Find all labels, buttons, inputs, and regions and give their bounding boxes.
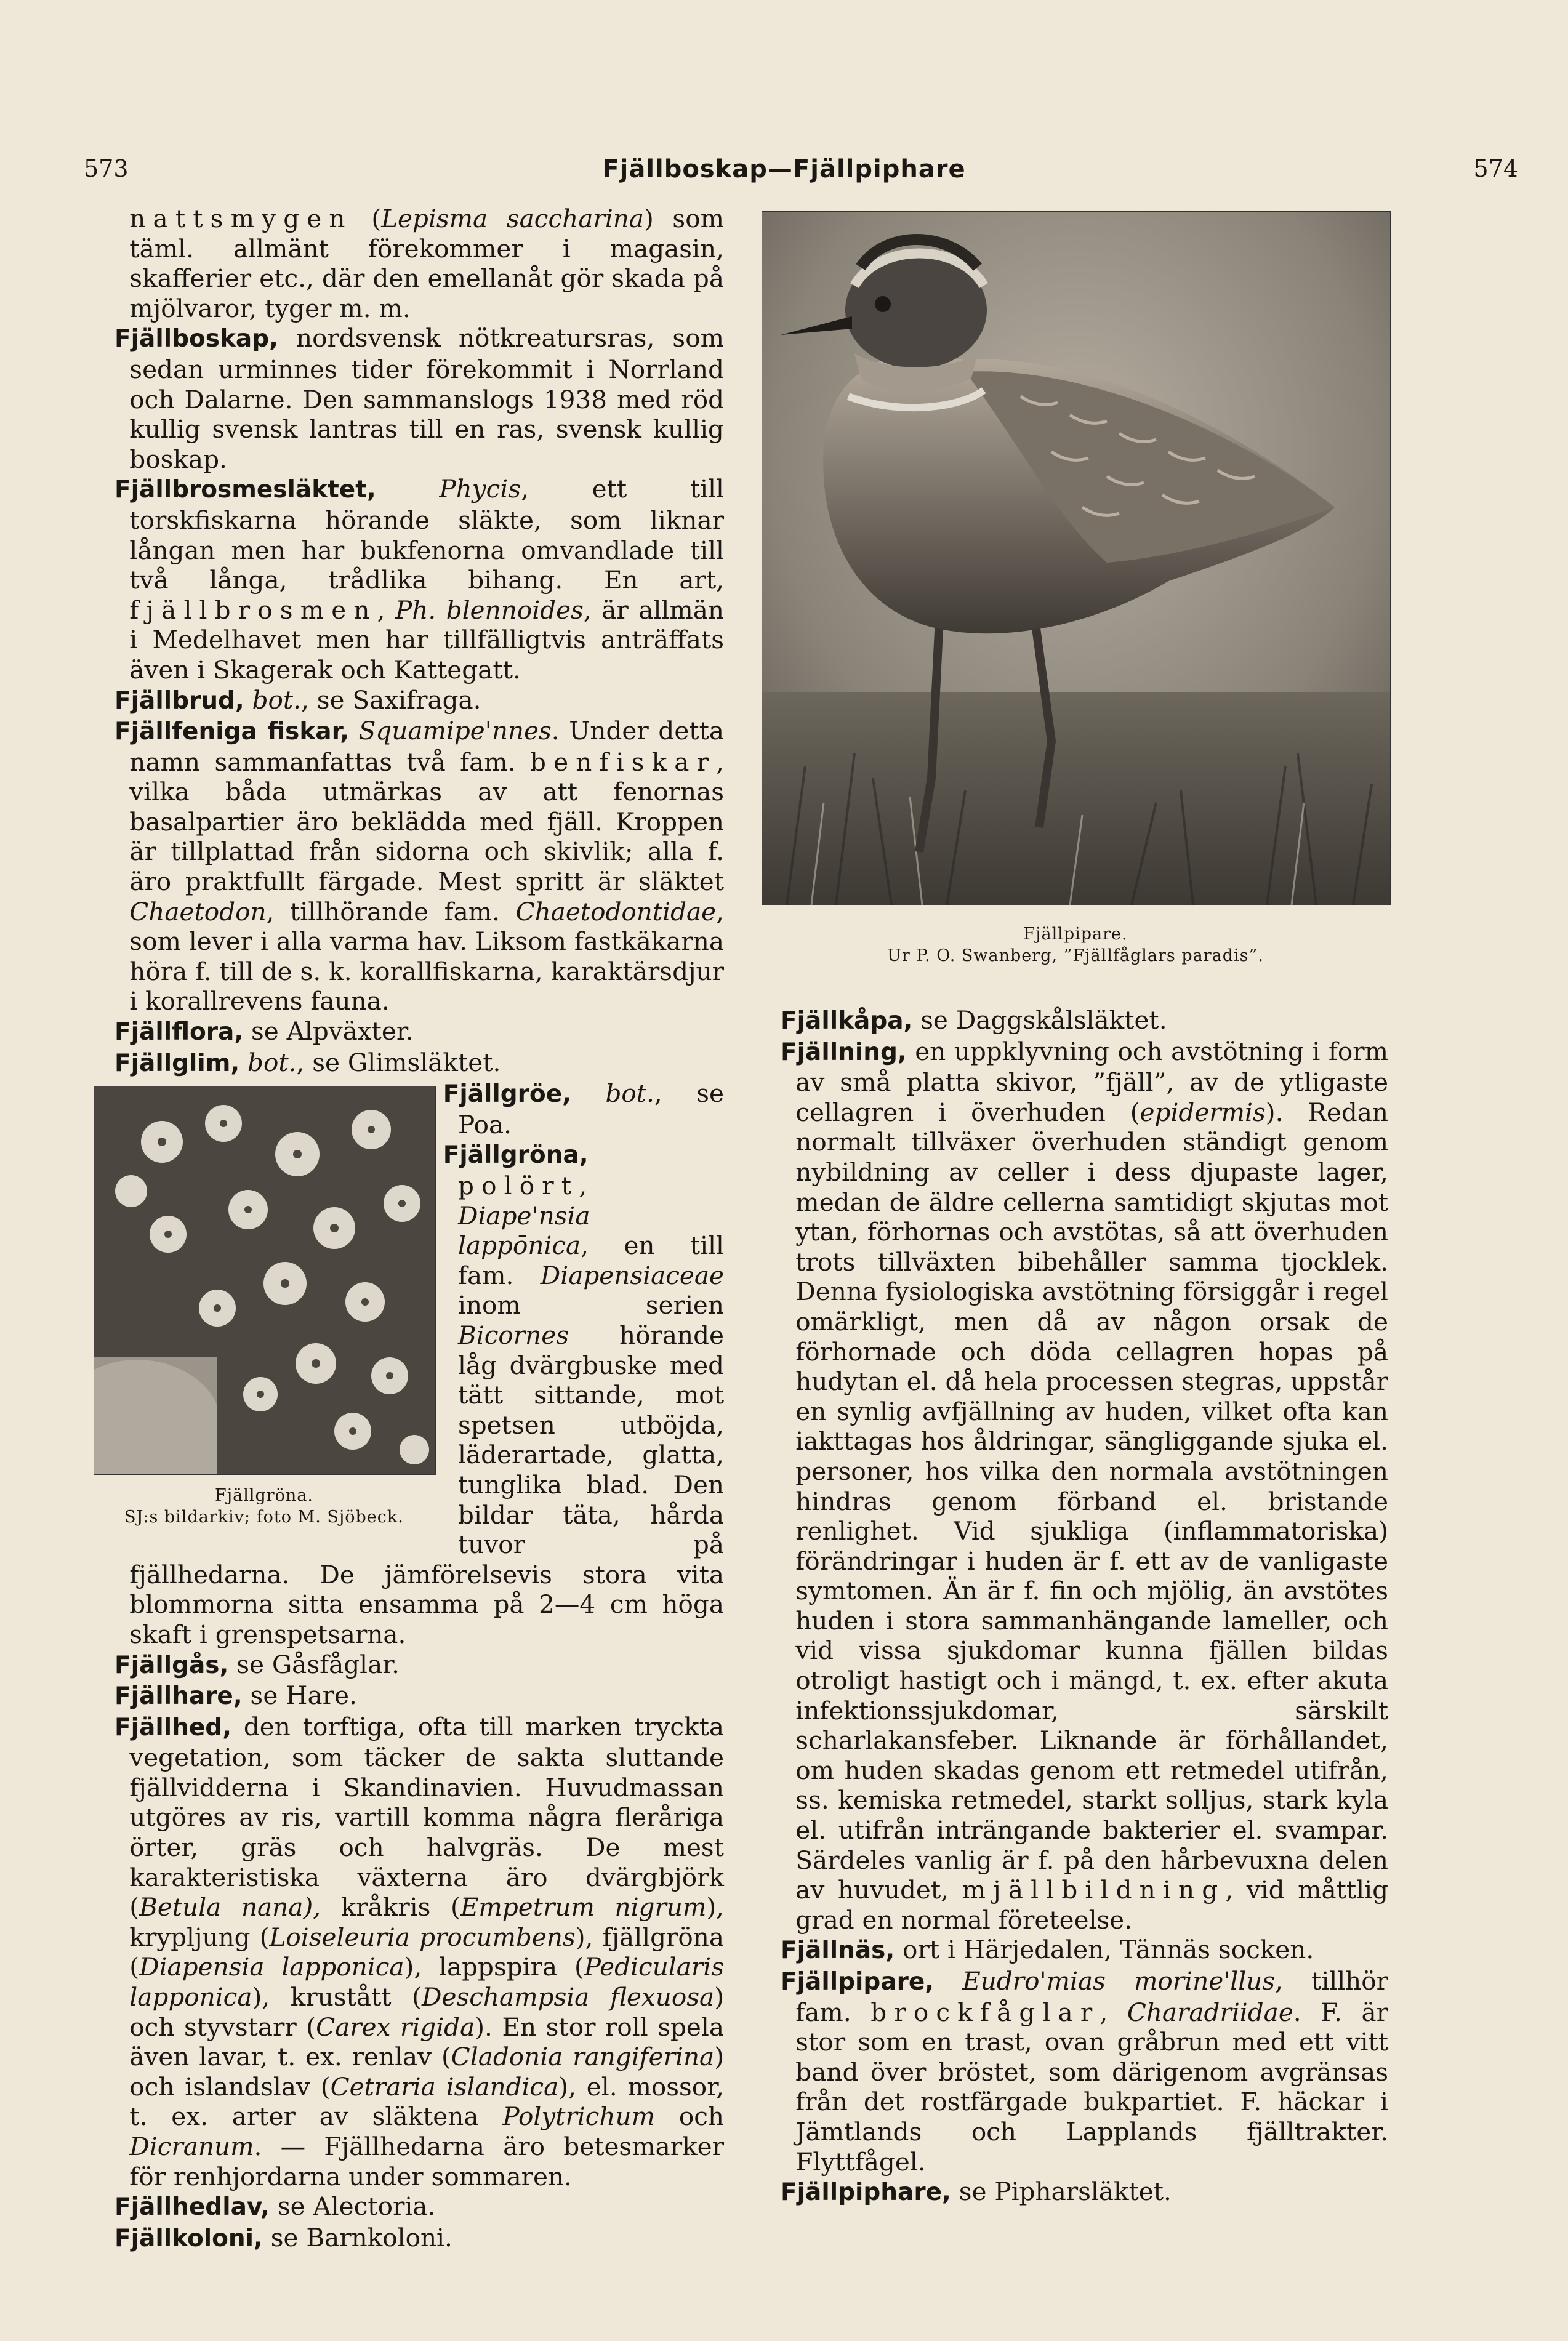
- entry-fjallbrosmeslaktet: Fjällbrosmesläktet, Phycis, ett till torskfiskarna hörande släkte, som liknar långan men har bukfenorna omvandlade till två långa, trådlika bihang. En art, fjällbrosmen, Ph. blennoides, är allmän i Medelhavet men har tillfälligtvis anträffats även i Skagerak och Kattegatt.: [115, 474, 725, 685]
- right-column: [781, 1005, 1388, 2208]
- flower-caption: [94, 1485, 435, 1528]
- entry-fjallboskap: Fjällboskap, nordsvensk nötkreatursras, som sedan urminnes tider förekommit i Norrland och Dalarne. Den sammanslogs 1938 med röd kullig svensk lantras till en ras, svensk kullig boskap.: [115, 323, 724, 474]
- entry-fjallglim: Fjällglim, bot., se Glimsläktet.: [115, 1047, 501, 1077]
- entry-fjallbrud: Fjällbrud, bot., se Saxifraga.: [115, 685, 481, 715]
- bird-caption: [762, 923, 1389, 966]
- entry-fjallflora: Fjällflora, se Alpväxter.: [115, 1016, 414, 1046]
- flower-caption-credit: SJ:s bildarkiv; foto M. Sjöbeck.: [124, 1508, 404, 1527]
- entry-fjallkoloni: Fjällkoloni, se Barnkoloni.: [115, 2222, 452, 2252]
- flower-figure: [94, 1078, 435, 1532]
- entry-fjallgas: Fjällgås, se Gåsfåglar.: [115, 1649, 400, 1679]
- flower-photo: [94, 1086, 436, 1475]
- entry-fjallpipare: Fjällpipare, Eudro'mias morine'llus, tillhör fam. brockfåglar, Charadriidae. F. är stor som en trast, ovan gråbrun med ett vitt band över bröstet, som därigenom avgränsas från det rostfärgade bukpartiet. F. häckar i Jämtlands och Lapplands fjälltrakter. Flyttfågel.: [781, 1966, 1389, 2177]
- entry-fjallkapa: Fjällkåpa, se Daggskålsläktet.: [781, 1005, 1167, 1035]
- running-header: Fjällboskap—Fjällpiphare: [602, 155, 966, 183]
- entry-fjallning: Fjällning, en uppklyvning och avstötning i form av små platta skivor, ”fjäll”, av de ytligaste cellagren i överhuden (epidermis). Redan normalt tillväxer överhuden ständigt genom nybildning av celler i dess djupaste lager, medan de äldre cellerna samtidigt skjutas mot ytan, förhornas och avstötas, så att överhuden trots tillväxten bibehåller samma tjocklek. Denna fysiologiska avstötning försiggår i regel omärkligt, men då av någon orsak de förhornade och döda cellagren hopas på hudytan el. då hela processen stegras, uppstår en synlig avfjällning av huden, vilket ofta kan iakttagas hos åldringar, sängliggande sjuka el. personer, hos vilka den normala avstötningen hindras genom förband el. bristande renlighet. Vid sjukliga (inflammatoriska) förändringar i huden är f. ett av de vanligaste symtomen. Än är f. fin och mjölig, än avstötes huden i stora sammanhängande lameller, och vid vissa sjukdomar kunna fjällen bildas otroligt hastigt och i mängd, t. ex. efter akuta infektionssjukdomar, särskilt scharlakansfeber. Liknande är förhållandet, om huden skadas genom ett retmedel utifrån, ss. kemiska retmedel, starkt solljus, stark kyla el. utifrån inträngande bakterier el. svampar. Särdeles vanlig är f. på den hårbevuxna delen av huvudet, mjällbildning, vid måttlig grad en normal företeelse.: [781, 1036, 1389, 1935]
- entry-fjallgrona: Fjällgröna, polört, Diape'nsia lappōnica, en till fam. Diapensiaceae inom serien Bicornes hörande låg dvärgbuske med tätt sittande, mot spetsen utböjda, läderartade, glatta, tunglika blad. Den bildar täta, hårda tuvor på fjällhedarna. De jämförelsevis stora vita blommorna sitta ensamma på 2—4 cm höga skaft i grenspetsarna.: [129, 1141, 724, 1649]
- entry-fjallnas: Fjällnäs, ort i Härjedalen, Tännäs socken.: [781, 1935, 1314, 1965]
- bird-caption-title: Fjällpipare.: [1023, 925, 1128, 944]
- bird-illustration: [762, 212, 1390, 905]
- flower-caption-title: Fjällgröna.: [215, 1486, 313, 1506]
- bird-caption-credit: Ur P. O. Swanberg, ”Fjällfåglars paradis”.: [887, 946, 1264, 965]
- entry-fjallfeniga-fiskar: Fjällfeniga fiskar, Squamipe'nnes. Under detta namn sammanfattas två fam. benfiskar, vilka båda utmärkas av att fenornas basalpartier äro beklädda med fjäll. Kroppen är tillplattad från sidorna och skivlik; alla f. äro praktfullt färgade. Mest spritt är släktet Chaetodon, tillhörande fam. Chaetodontidae, som lever i alla varma hav. Liksom fastkäkarna höra f. till de s. k. korallfiskarna, karaktärsdjur i korallrevens fauna.: [115, 716, 725, 1016]
- entry-fjallhare: Fjällhare, se Hare.: [115, 1680, 357, 1711]
- entry-fjallgroe: Fjällgröe, bot., se Poa.: [443, 1078, 725, 1139]
- page-number-left: 573: [84, 155, 129, 182]
- bird-photo: [762, 211, 1391, 905]
- flower-illustration: [94, 1086, 435, 1474]
- page-number-right: 574: [1473, 155, 1518, 182]
- entry-nattsmygen: nattsmygen (Lepisma saccharina) som täml. allmänt förekommer i magasin, skafferier etc., där den emellanåt gör skada på mjölvaror, tyger m. m.: [129, 204, 725, 323]
- left-column: [115, 204, 724, 2254]
- entry-fjallpiphare: Fjällpiphare, se Pipharsläktet.: [781, 2177, 1172, 2207]
- entry-fjallhedlav: Fjällhedlav, se Alectoria.: [115, 2191, 436, 2222]
- entry-fjallhed: Fjällhed, den torftiga, ofta till marken tryckta vegetation, som täcker de sakta sluttande fjällvidderna i Skandinavien. Huvudmassan utgöres av ris, vartill komma några fleråriga örter, gräs och halvgräs. De mest karakteristiska växterna äro dvärgbjörk (Betula nana), kråkris (Empetrum nigrum), krypljung (Loiseleuria procumbens), fjällgröna (Diapensia lapponica), lappspira (Pedicularis lapponica), krustått (Deschampsia flexuosa) och styvstarr (Carex rigida). En stor roll spela även lavar, t. ex. renlav (Cladonia rangiferina) och islandslav (Cetraria islandica), el. mossor, t. ex. arter av släktena Polytrichum och Dicranum. — Fjällhedarna äro betesmarker för renhjordarna under sommaren.: [115, 1711, 724, 2191]
